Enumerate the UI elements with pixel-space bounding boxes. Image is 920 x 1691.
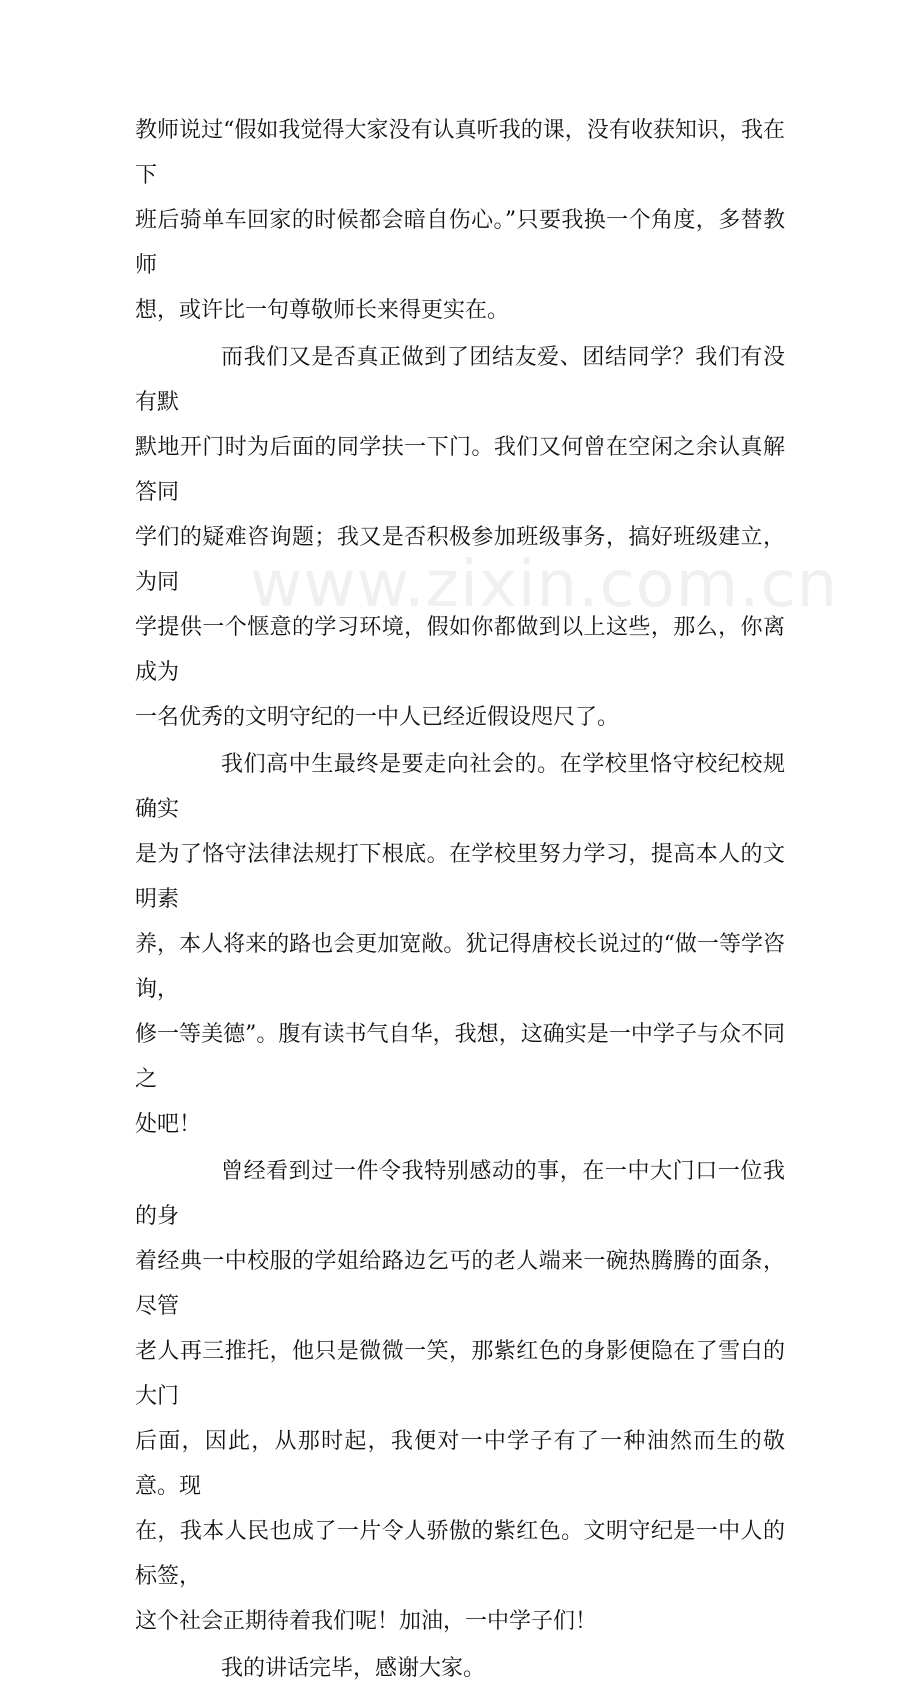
paragraph-teacher-quote: 教师说过“假如我觉得大家没有认真听我的课，没有收获知识，我在下 班后骑单车回家的时候都会暗自伤心。”只要我换一个角度，多替教师 想，或许比一句尊敬师长来得更实在。 — [135, 118, 785, 323]
watermark: www.zixin.com.cn — [250, 548, 839, 622]
paragraph-unity: 而我们又是否真正做到了团结友爱、团结同学？我们有没有默 默地开门时为后面的同学扶一下门。我们又何曾在空闲之余认真解答同 学们的疑难咨询题；我又是否积极参加班级事务，搞好班级建立，为同 学提供一个惬意的学习环境，假如你都做到以上这些，那么，你离成为 一名优秀的文明守纪的一中人已经近假设咫尺了。 — [135, 345, 785, 730]
paragraph-society: 我们高中生最终是要走向社会的。在学校里恪守校纪校规确实 是为了恪守法律法规打下根底。在学校里努力学习，提高本人的文明素 养，本人将来的路也会更加宽敞。犹记得唐校长说过的“做一等学咨询， 修一等美德”。腹有读书气自华，我想，这确实是一中学子与众不同之 处吧！ — [135, 752, 785, 1137]
paragraph-closing: 我的讲话完毕，感谢大家。 — [221, 1656, 486, 1681]
paragraph-touching-story: 曾经看到过一件令我特别感动的事，在一中大门口一位我的身 着经典一中校服的学姐给路边乞丐的老人端来一碗热腾腾的面条，尽管 老人再三推托，他只是微微一笑，那紫红色的身影便隐在了雪白的大门 后面，因此，从那时起，我便对一中学子有了一种油然而生的敬意。现 在，我本人民也成了一片令人骄傲的紫红色。文明守纪是一中人的标签， 这个社会正期待着我们呢！加油，一中学子们！ — [135, 1159, 785, 1634]
document-body — [135, 108, 785, 1691]
